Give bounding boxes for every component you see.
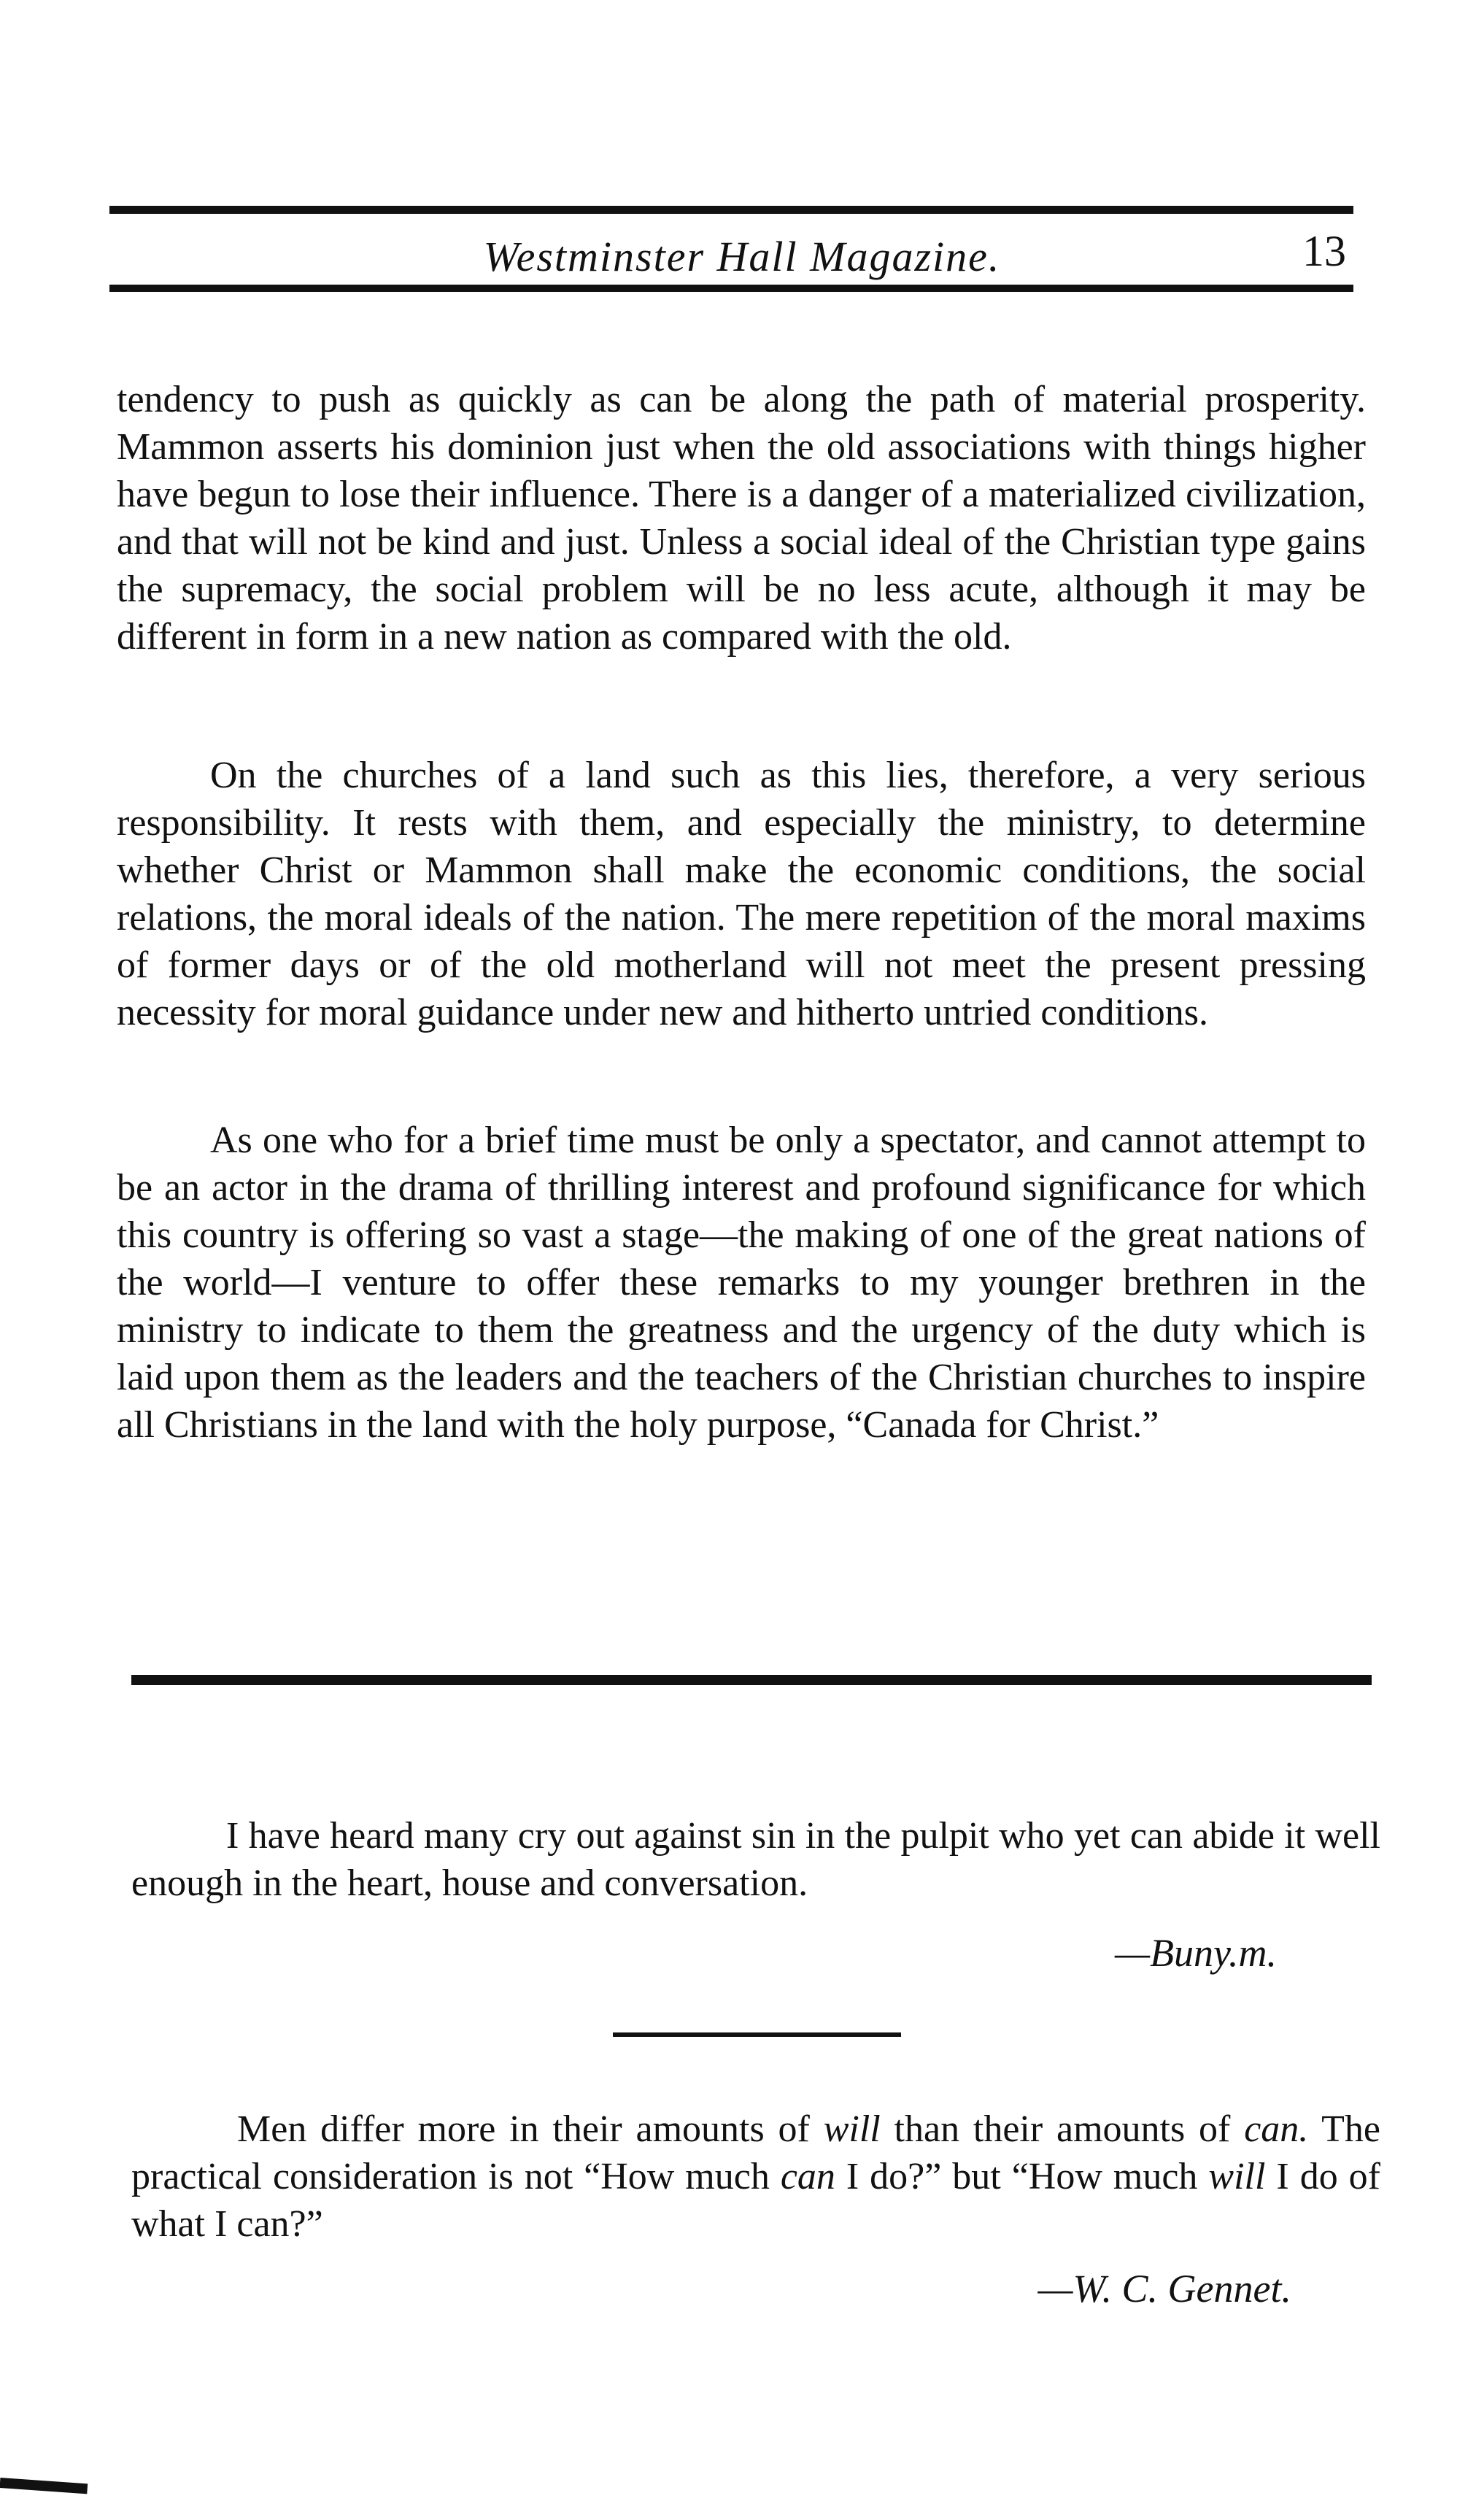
quote-gennet-emphasis: can. xyxy=(1244,2108,1309,2150)
quote-gennet-part: Men differ more in their amounts of xyxy=(237,2108,824,2150)
quote-gennet-text xyxy=(131,2105,1380,2248)
section-divider xyxy=(131,1675,1372,1685)
quote-gennet-attribution: —W. C. Gennet. xyxy=(1037,2267,1291,2311)
quote-gennet-part: than their amounts of xyxy=(880,2108,1245,2150)
article-paragraph-2: On the churches of a land such as this lies, therefore, a very serious responsibility. It rests with them, and especially the ministry, to determine whether Christ or Mammon shall make the economic conditions, the social relations, the moral ideals of the nation. The mere repetition of the moral maxims of former days or of the old motherland will not meet the present pressing necessity for moral guidance under new and hitherto untried conditions. xyxy=(117,755,1366,1033)
header-rule-bottom xyxy=(109,285,1353,292)
quote-gennet-emphasis: will xyxy=(1208,2156,1266,2197)
article-paragraph-3: As one who for a brief time must be only a spectator, and cannot attempt to be an actor in the drama of thrilling interest and profound significance for which this country is offering so vast a stage—the making of one of the great nations of the world—I venture to offer these remarks to my younger brethren in the ministry to indicate to them the greatness and the urgency of the duty which is laid upon them as the leaders and the teachers of the Christian churches to inspire all Christians in the land with the holy purpose, “Canada for Christ.” xyxy=(117,1120,1366,1446)
quote-bunyan-attribution: —Buny.m. xyxy=(1115,1931,1277,1975)
quote-gennet-emphasis: can xyxy=(780,2156,835,2197)
header-rule-top xyxy=(109,206,1353,214)
quote-bunyan-text: I have heard many cry out against sin in the pulpit who yet can abide it well enough in the heart, house and conversation. xyxy=(131,1815,1380,1904)
quote-gennet-part: The practical consideration is not “How much xyxy=(131,2108,1381,2197)
page-number: 13 xyxy=(1302,227,1346,275)
article-paragraph-1: tendency to push as quickly as can be along the path of material prosperity. Mammon asserts his dominion just when the old associations with things higher have begun to lose their influence. There is a danger of a materialized civilization, and that will not be kind and just. Unless a social ideal of the Christian type gains the supremacy, the social problem will be no less acute, although it may be different in form in a new nation as compared with the old. xyxy=(117,379,1366,658)
running-title: Westminster Hall Magazine. xyxy=(483,233,1001,280)
quote-gennet-part: I do?” but “How much xyxy=(835,2156,1209,2197)
quote-gennet-emphasis: will xyxy=(823,2108,881,2150)
quote-divider xyxy=(613,2032,901,2037)
quote-gennet-part: I do of what I can?” xyxy=(131,2156,1380,2245)
scan-edge-mark xyxy=(0,2478,88,2494)
